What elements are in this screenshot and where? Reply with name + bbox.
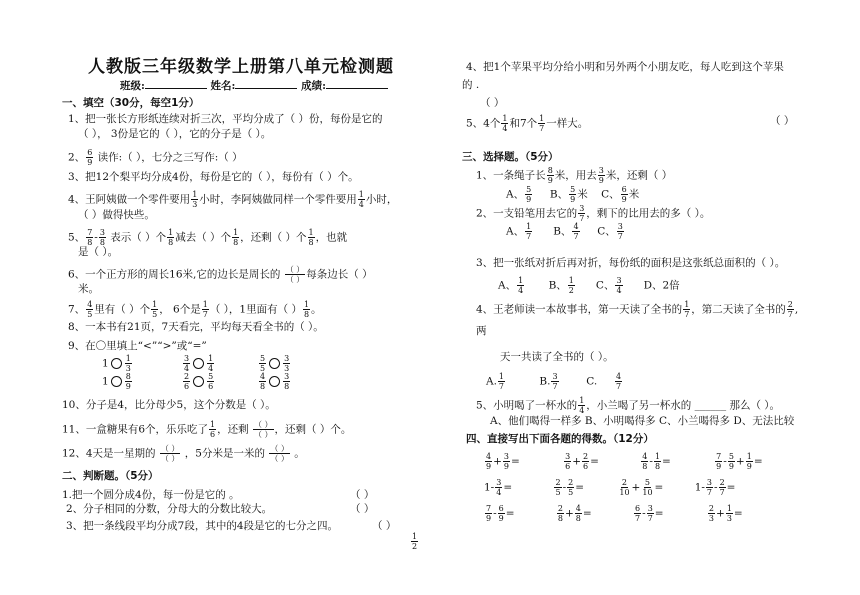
- question-11: 11、一盒糖果有6个，乐乐吃了 $\frac{1}{6}$ ，还剩 $\frac{( )}{( )}$ ，还剩（ ）个。: [62, 420, 352, 439]
- choice-3-options: A、 $\frac{1}{4}$ B、 $\frac{1}{2}$ C、 $\frac{3}{4}$ D、2倍: [498, 276, 680, 295]
- judge-3: 3、把一条线段平均分成7段，其中的4段是它的七分之四。: [66, 520, 339, 532]
- judge-5-answer: （ ）: [770, 115, 795, 127]
- calc-row-3: $\frac{7}{9}$ - $\frac{6}{9}$ = $\frac{2}{8}$ + $\frac{4}{8}$ = $\frac{6}{7}$ - $\frac{3}{7}$ = $\frac{2}{3}$ + $\frac{1}{3}$ =: [486, 504, 743, 523]
- section-3-heading: 三、选择题。（5分）: [462, 151, 559, 163]
- question-10: 10、分子是4，比分母少5，这个分数是（ ）。: [62, 399, 276, 411]
- judge-4-answer: （ ）: [480, 97, 505, 109]
- question-1-line-1: 1、把一张长方形纸连续对折三次，平均分成了（ ）份，每份是它的: [68, 113, 383, 125]
- question-4-line-2: （ ）做得快些。: [78, 209, 155, 221]
- question-7: 7、 $\frac{4}{5}$ 里有（ ）个 $\frac{1}{5}$ ， 6个是 $\frac{1}{7}$ （ ），1里面有（ ） $\frac{1}{8}$ 。: [68, 300, 322, 319]
- question-9: 9、在〇里填上“<”“>”或“=”: [68, 340, 207, 352]
- calc-row-1: $\frac{4}{9}$ + $\frac{3}{9}$ = $\frac{3}{6}$ + $\frac{2}{6}$ = $\frac{4}{8}$ - $\frac{1}{8}$ = $\frac{7}{9}$ - $\frac{5}{9}$ + $\frac{1}{9}$ =: [486, 452, 763, 471]
- question-6-line-2: 米。: [78, 283, 99, 295]
- choice-3: 3、把一张纸对折后再对折，每份纸的面积是这张纸总面积的（ ）。: [476, 257, 786, 269]
- compare-row-2c: $\frac{4}{8}$ $\frac{3}{8}$: [260, 372, 290, 391]
- question-5-line-2: 是（ ）。: [78, 246, 119, 258]
- choice-4-line-1: 4、王老师读一本故事书，第一天读了全书的 $\frac{1}{7}$ ，第二天读了全书的 $\frac{2}{7}$ ,: [476, 300, 799, 319]
- question-2: 2、 $\frac{6}{9}$ 读作:（ ），七分之三写作:（ ）: [68, 148, 243, 167]
- question-12: 12、4天是一星期的 $\frac{( )}{( )}$ ，5分米是一米的 $\frac{( )}{( )}$ 。: [62, 444, 305, 463]
- judge-4-line-2: 的 .: [462, 79, 480, 91]
- section-1-heading: 一、填空（30分，每空1分）: [62, 97, 200, 109]
- compare-row-2: 1 $\frac{8}{9}$: [102, 372, 131, 391]
- page-number: $\frac{1}{2}$: [412, 532, 418, 551]
- compare-row-1: 1 $\frac{1}{3}$: [102, 354, 131, 373]
- judge-1: 1.把一个圆分成4份，每一份是它的 。: [62, 489, 240, 501]
- section-4-heading: 四、直接写出下面各题的得数。（12分）: [466, 433, 654, 445]
- choice-1: 1、一条绳子长 $\frac{8}{9}$ 米，用去 $\frac{3}{9}$ 米，还剩（ ）: [476, 166, 673, 185]
- question-8: 8、一本书有21页，7天看完，平均每天看全书的（ ）。: [68, 321, 324, 333]
- judge-2-answer: （ ）: [350, 503, 375, 515]
- judge-3-answer: （ ）: [372, 520, 397, 532]
- question-6-line-1: 6、一个正方形的周长16米,它的边长是周长的 $\frac{( )}{( )}$ 每条边长（ ）: [68, 265, 373, 284]
- judge-2: 2、分子相同的分数，分母大的分数比较大。: [66, 503, 273, 515]
- section-2-heading: 二、判断题。（5分）: [62, 470, 159, 482]
- choice-1-options: A、 $\frac{5}{9}$ B、 $\frac{5}{9}$ 米 C、 $\frac{6}{9}$ 米: [506, 185, 640, 204]
- judge-4-line-1: 4、把1个苹果平均分给小明和另外两个小朋友吃，每人吃到这个苹果: [466, 61, 784, 73]
- calc-row-2: 1- $\frac{3}{4}$ = $\frac{2}{5}$ - $\frac{2}{5}$ = $\frac{2}{10}$ + $\frac{5}{10}$ = 1- $\frac{3}{7}$ - $\frac{2}{7}$ =: [484, 478, 736, 497]
- compare-row-1c: $\frac{5}{5}$ $\frac{3}{3}$: [260, 354, 290, 373]
- judge-1-answer: （ ）: [350, 489, 375, 501]
- question-1-line-2: （ ）， 3份是它的（ ），它的分子是（ ）。: [78, 128, 272, 140]
- compare-row-1b: $\frac{3}{4}$ $\frac{1}{4}$: [184, 354, 214, 373]
- choice-4-options: A. $\frac{1}{7}$ B. $\frac{3}{7}$ C. $\frac{4}{7}$: [486, 372, 622, 391]
- question-3: 3、把12个梨平均分成4份，每份是它的（ ），每份有（ ）个。: [68, 171, 359, 183]
- choice-4-line-3: 天一共读了全书的（ ）。: [500, 351, 614, 363]
- choice-5-options: A、他们喝得一样多 B、小明喝得多 C、小兰喝得多 D、无法比较: [490, 415, 795, 427]
- choice-2: 2、一支铅笔用去它的 $\frac{3}{7}$ ，剩下的比用去的多（ ）。: [476, 204, 711, 223]
- choice-2-options: A、 $\frac{1}{7}$ B、 $\frac{4}{7}$ C、 $\frac{3}{7}$: [506, 222, 623, 241]
- question-4-line-1: 4、王阿姨做一个零件要用 $\frac{1}{3}$ 小时，李阿姨做同样一个零件要用 $\frac{1}{4}$ 小时，: [68, 190, 398, 209]
- compare-row-2b: $\frac{2}{6}$ $\frac{5}{6}$: [184, 372, 214, 391]
- header-line: 班级: 姓名: 成绩:: [120, 77, 388, 93]
- choice-4-line-2: 两: [476, 325, 487, 337]
- choice-5: 5、小明喝了一杯水的 $\frac{1}{4}$ ，小兰喝了另一杯水的 ______ 那么（ ）。: [476, 396, 781, 415]
- question-5-line-1: 5、 $\frac{7}{8}$ - $\frac{3}{8}$ 表示（ ）个 $\frac{1}{8}$ 减去（ ）个 $\frac{1}{8}$ ，还剩（ ）个 $\frac{1}{8}$ ，也就: [68, 228, 348, 247]
- page-title: 人教版三年级数学上册第八单元检测题: [88, 57, 394, 77]
- judge-5: 5、4个 $\frac{1}{4}$ 和7个 $\frac{1}{7}$ 一样大。: [466, 114, 589, 133]
